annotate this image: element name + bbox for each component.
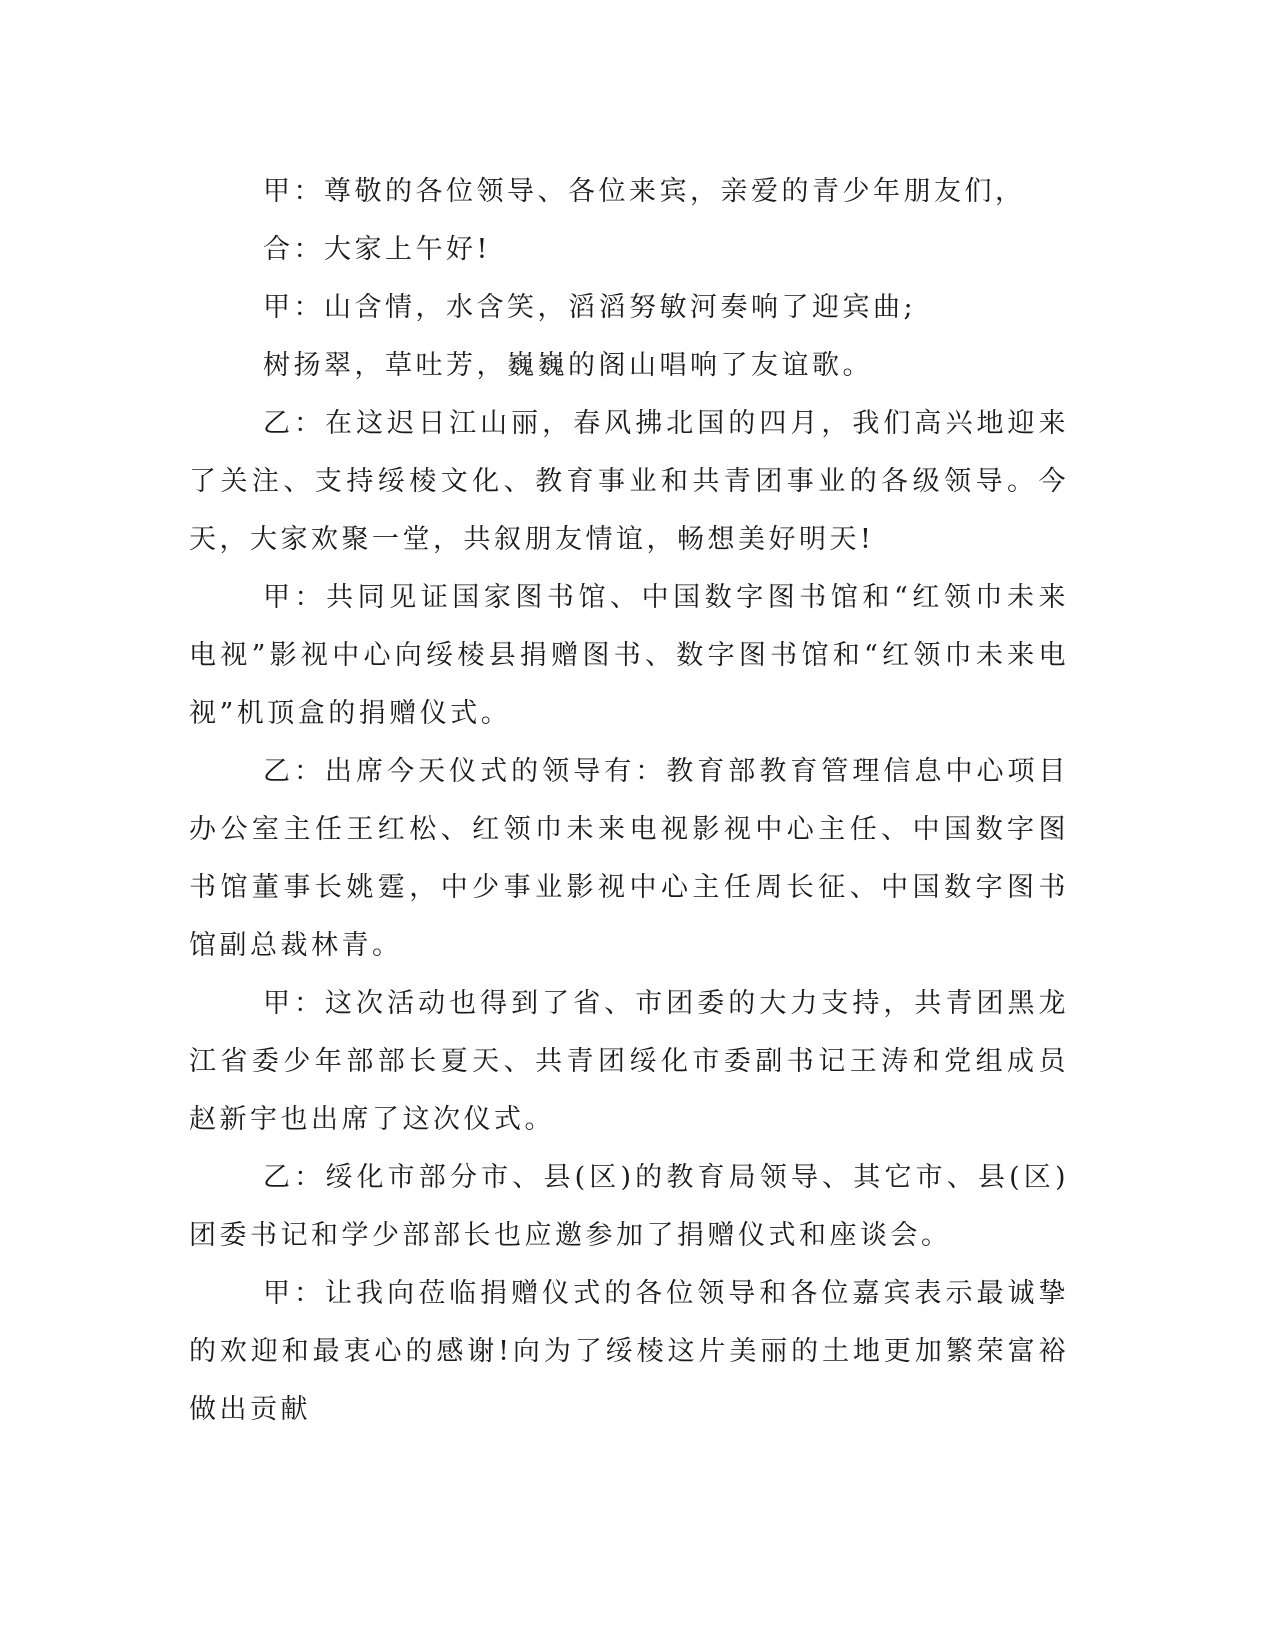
paragraph-leaders: 乙：出席今天仪式的领导有：教育部教育管理信息中心项目办公室主任王红松、红领巾未来电视影视中心主任、中国数字图书馆董事长姚霆，中少事业影视中心主任周长征、中国数字图书馆副总裁林青。 [189,756,1069,961]
paragraph-invited: 乙：绥化市部分市、县(区)的教育局领导、其它市、县(区)团委书记和学少部部长也应邀参加了捐赠仪式和座谈会。 [189,1162,1069,1251]
document-body [189,163,1069,1439]
paragraph-witness: 甲：共同见证国家图书馆、中国数字图书馆和“红领巾未来电视”影视中心向绥棱县捐赠图书、数字图书馆和“红领巾未来电视”机顶盒的捐赠仪式。 [189,582,1069,729]
paragraph-thanks: 甲：让我向莅临捐赠仪式的各位领导和各位嘉宾表示最诚挚的欢迎和最衷心的感谢!向为了绥棱这片美丽的土地更加繁荣富裕做出贡献 [189,1278,1069,1425]
paragraph-chorus: 合：大家上午好! [263,234,491,265]
paragraph-mountain: 树扬翠，草吐芳，巍巍的阁山唱响了友谊歌。 [263,350,873,381]
paragraph-river: 甲：山含情，水含笑，滔滔努敏河奏响了迎宾曲; [263,292,917,323]
paragraph-greeting: 甲：尊敬的各位领导、各位来宾，亲爱的青少年朋友们， [263,176,1026,207]
paragraph-april: 乙：在这迟日江山丽，春风拂北国的四月，我们高兴地迎来了关注、支持绥棱文化、教育事业和共青团事业的各级领导。今天，大家欢聚一堂，共叙朋友情谊，畅想美好明天! [189,408,1069,555]
paragraph-support: 甲：这次活动也得到了省、市团委的大力支持，共青团黑龙江省委少年部部长夏天、共青团绥化市委副书记王涛和党组成员赵新宇也出席了这次仪式。 [189,988,1069,1135]
